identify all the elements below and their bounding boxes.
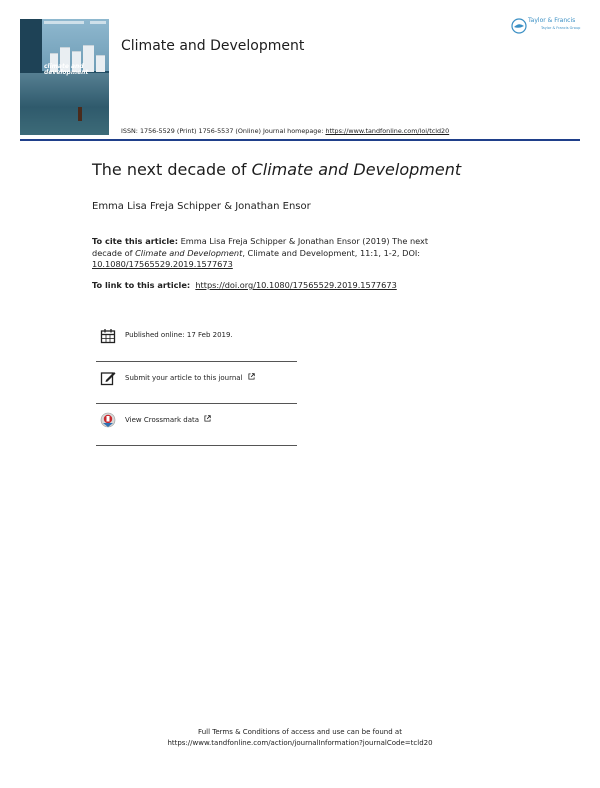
header-divider <box>20 139 580 141</box>
link-label: To link to this article: <box>92 280 191 290</box>
crossmark-label: View Crossmark data <box>125 416 200 424</box>
issn-line <box>121 127 449 135</box>
article-title-prefix: The next decade of <box>92 160 252 179</box>
edit-document-icon <box>100 370 116 386</box>
crossmark-link[interactable] <box>125 415 211 424</box>
article-title <box>92 160 461 179</box>
cover-figure <box>78 107 82 121</box>
cite-journal: Climate and Development <box>135 247 243 258</box>
submit-article-label: Submit your article to this journal <box>125 374 243 382</box>
cite-doi-link[interactable]: 10.1080/17565529.2019.1577673 <box>92 259 233 269</box>
calendar-icon <box>100 328 116 344</box>
crossmark-row[interactable] <box>96 404 297 446</box>
issn-text: ISSN: 1756-5529 (Print) 1756-5537 (Online) Journal homepage: <box>121 127 324 135</box>
crossmark-icon <box>100 412 116 428</box>
journal-homepage-link[interactable]: https://www.tandfonline.com/loi/tcld20 <box>325 127 450 135</box>
footer-terms-link[interactable]: https://www.tandfonline.com/action/journalInformation?journalCode=tcld20 <box>167 739 433 747</box>
cite-text: Emma Lisa Freja Schipper & Jonathan Ensor (2019) The next decade of <box>92 236 429 258</box>
footer-terms-text: Full Terms & Conditions of access and use can be found at <box>198 728 402 736</box>
article-title-journal: Climate and Development <box>251 160 462 179</box>
citation-block <box>92 236 452 271</box>
external-link-icon <box>204 415 211 422</box>
journal-cover-image <box>20 19 109 135</box>
cover-water <box>20 73 109 135</box>
article-link-line <box>92 280 397 290</box>
submit-article-row[interactable] <box>96 362 297 404</box>
cite-label: To cite this article: <box>92 236 178 246</box>
article-authors: Emma Lisa Freja Schipper & Jonathan Ensor <box>92 201 311 212</box>
external-link-icon <box>248 373 255 380</box>
cite-text-2: , Climate and Development, 11:1, 1-2, DOI: <box>242 247 421 258</box>
article-doi-link[interactable]: https://doi.org/10.1080/17565529.2019.1577673 <box>195 280 397 290</box>
publisher-group: Taylor & Francis Group <box>541 26 581 30</box>
published-online-row <box>96 320 297 362</box>
terms-footer <box>0 727 600 749</box>
published-date: Published online: 17 Feb 2019. <box>125 331 233 339</box>
publisher-name: Taylor & Francis <box>528 17 576 24</box>
cover-label <box>44 21 84 24</box>
cover-title: climate and development <box>44 63 89 76</box>
journal-title[interactable]: Climate and Development <box>121 38 305 54</box>
cover-sidebar <box>20 19 42 73</box>
submit-article-link[interactable] <box>125 373 255 382</box>
cover-label <box>90 21 106 24</box>
